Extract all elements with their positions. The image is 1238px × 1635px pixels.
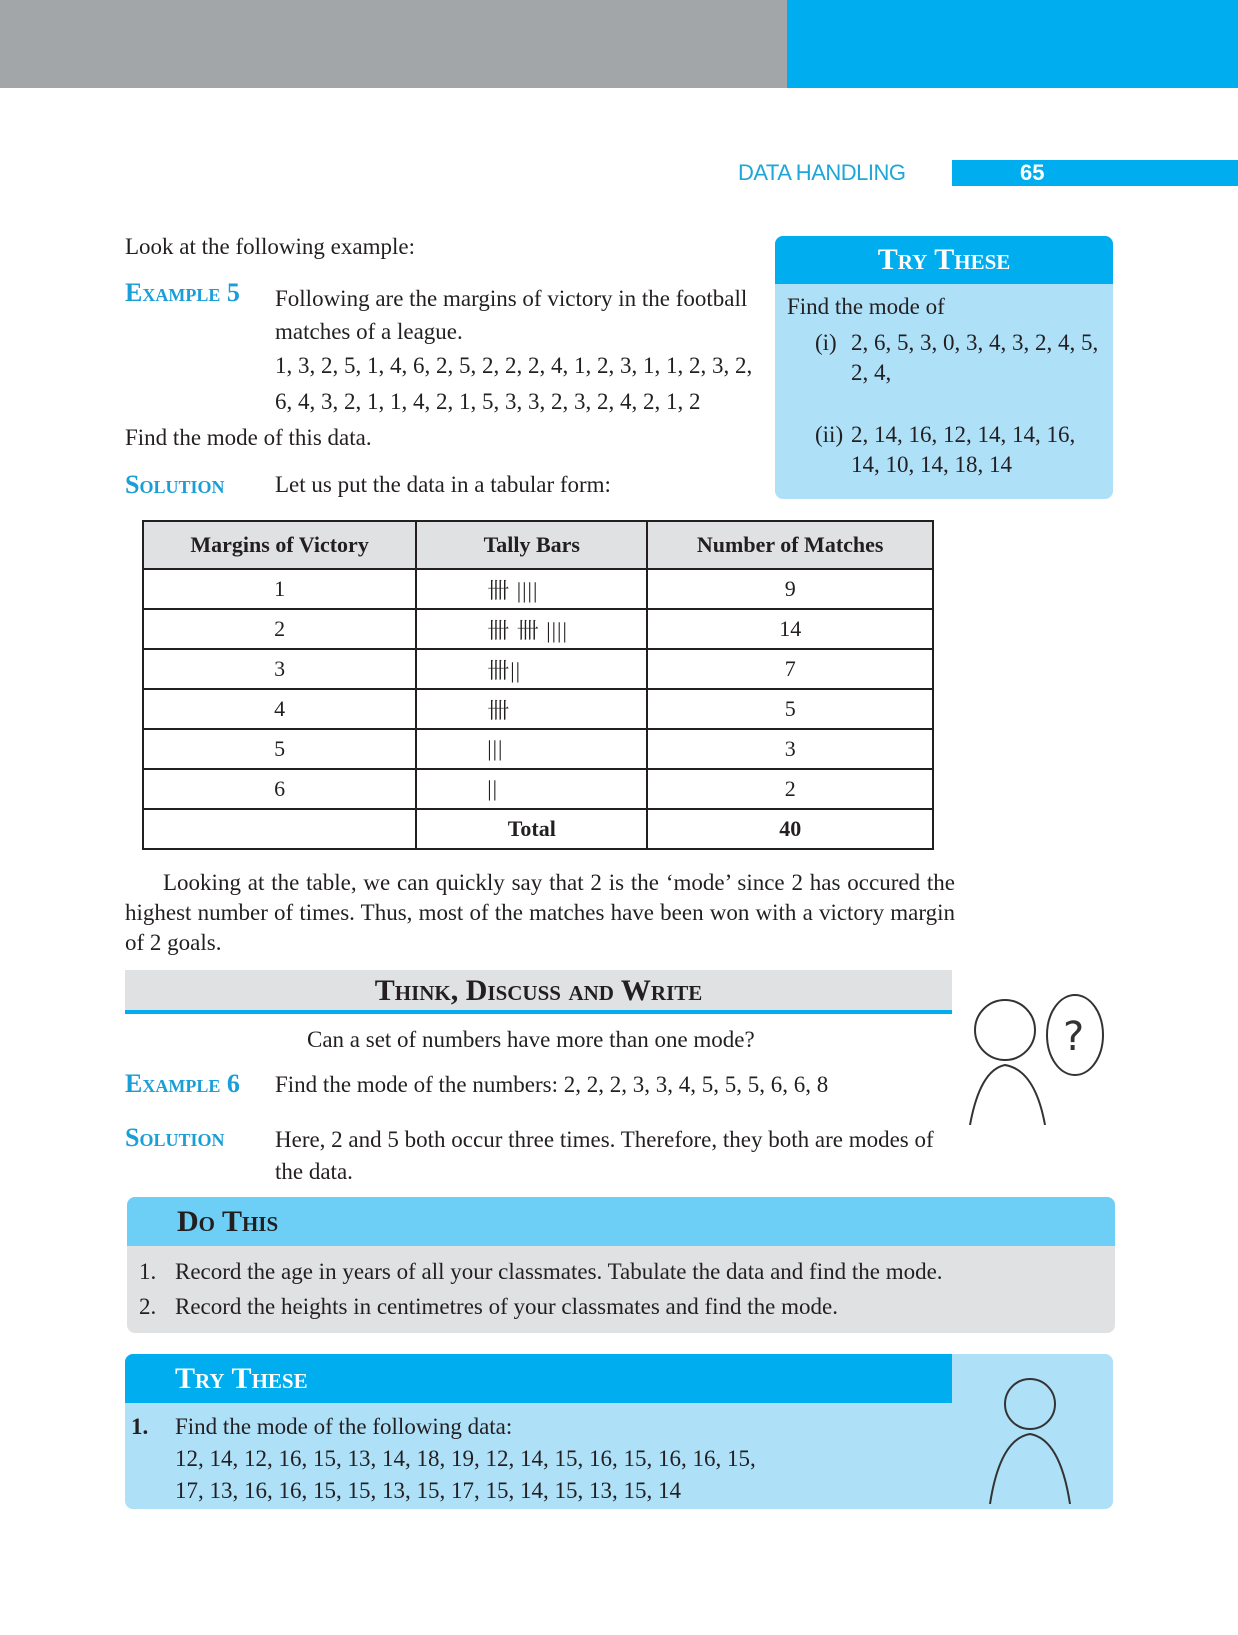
example-6-label: Example 6 [125,1069,240,1098]
cell: 3 [647,729,933,769]
try-these-box-2 [125,1354,1113,1509]
solution-label: Solution [125,470,225,499]
cell: 2 [647,769,933,809]
example-5-text: Following are the margins of victory in the football matches of a league. [275,286,748,344]
item-text: Record the age in years of all your classmates. Tabulate the data and find the mode. [175,1259,943,1284]
cell: 2 [143,609,416,649]
solution-6-text: Here, 2 and 5 both occur three times. Therefore, they both are modes of the data. [275,1127,934,1184]
item-text: 2, 14, 16, 12, 14, 14, 16, 14, 10, 14, 18, 14 [851,422,1076,477]
cell: 7 [647,649,933,689]
try-these-title: Try These [125,1354,952,1403]
data-line-2: 17, 13, 16, 16, 15, 15, 13, 15, 17, 15, 14, 15, 13, 15, 14 [175,1478,681,1503]
example-5-question: Find the mode of this data. [125,425,372,450]
try-these-title: Try These [775,236,1113,284]
table-row [143,609,933,649]
top-band-gray [0,0,787,88]
intro-text: Look at the following example: [125,234,415,259]
item-num: 1. [131,1414,149,1439]
top-band-blue [787,0,1238,88]
item-num: 2. [139,1294,157,1319]
boy-illustration [965,1364,1095,1504]
cell: 3 [143,649,416,689]
tally-cell: || [416,769,647,809]
tally-cell: 卌 卌 |||| [416,609,647,649]
think-discuss-write-title: Think, Discuss and Write [125,970,952,1014]
tally-cell: 卌|| [416,649,647,689]
column-header: Number of Matches [647,521,933,569]
item-num: (ii) [815,422,844,447]
total-value: 40 [647,809,933,849]
conclusion-paragraph: Looking at the table, we can quickly say that 2 is the ‘mode’ since 2 has occured the highest number of times. Thus, most of the matches have been won with a victory margin of 2 goals. [125,870,955,955]
table-row [143,649,933,689]
item-text: 2, 6, 5, 3, 0, 3, 4, 3, 2, 4, 5, 2, 4, [851,330,1099,385]
example-5-data-line2: 6, 4, 3, 2, 1, 1, 4, 2, 1, 5, 3, 3, 2, 3, 2, 4, 2, 1, 2 [275,389,701,414]
total-label: Total [416,809,647,849]
item-num: 1. [139,1259,157,1284]
column-header: Tally Bars [416,521,647,569]
tally-cell: 卌 [416,689,647,729]
table-row [143,729,933,769]
example-5-data-line1: 1, 3, 2, 5, 1, 4, 6, 2, 5, 2, 2, 2, 4, 1, 2, 3, 1, 1, 2, 3, 2, [275,353,753,378]
cell: 1 [143,569,416,609]
total-row [143,809,933,849]
item-num: (i) [815,330,837,355]
cell: 5 [647,689,933,729]
page-number: 65 [952,160,1238,186]
table-row [143,569,933,609]
thinking-child-illustration [950,975,1110,1125]
try-these-prompt: Find the mode of [787,294,945,319]
cell [143,809,416,849]
item-prompt: Find the mode of the following data: [175,1414,513,1439]
chapter-title: DATA HANDLING [738,160,906,185]
do-this-title: Do This [127,1197,1115,1246]
cell: 6 [143,769,416,809]
cell: 9 [647,569,933,609]
column-header: Margins of Victory [143,521,416,569]
think-question: Can a set of numbers have more than one mode? [307,1027,755,1052]
table-row [143,689,933,729]
cell: 14 [647,609,933,649]
try-these-box [775,236,1113,499]
solution-text: Let us put the data in a tabular form: [275,472,611,497]
svg-text:?: ? [1063,1014,1085,1060]
tally-table [142,520,934,850]
do-this-box [127,1197,1115,1333]
cell: 4 [143,689,416,729]
example-6-text: Find the mode of the numbers: 2, 2, 2, 3, 3, 4, 5, 5, 5, 6, 6, 8 [275,1072,829,1097]
cell: 5 [143,729,416,769]
data-line-1: 12, 14, 12, 16, 15, 13, 14, 18, 19, 12, 14, 15, 16, 15, 16, 16, 15, [175,1446,756,1471]
table-row [143,769,933,809]
example-5-label: Example 5 [125,278,240,307]
item-text: Record the heights in centimetres of your classmates and find the mode. [175,1294,838,1319]
solution-6-label: Solution [125,1123,225,1152]
tally-cell: ||| [416,729,647,769]
tally-cell: 卌 |||| [416,569,647,609]
